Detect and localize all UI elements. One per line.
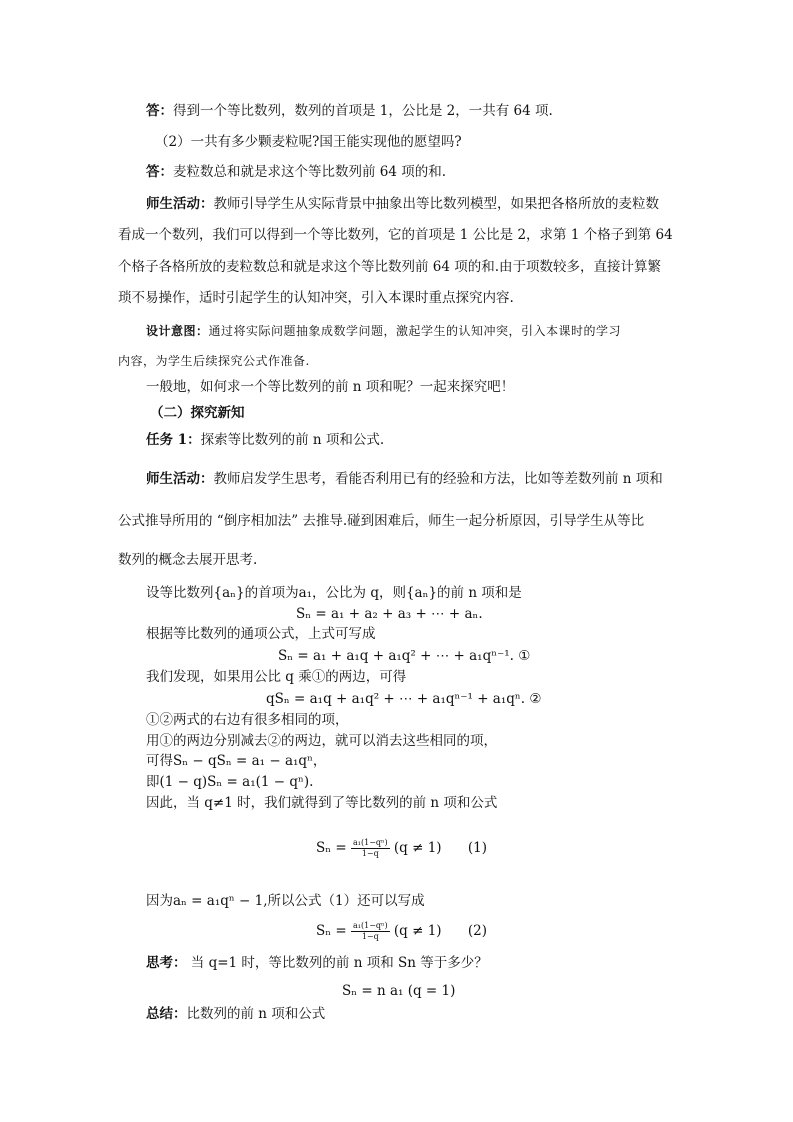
answer-2 — [146, 163, 446, 181]
summary-line — [146, 1005, 325, 1023]
sn-definition: Sₙ = a₁ + a₂ + a₃ + ⋯ + aₙ. — [296, 606, 483, 622]
think-line — [146, 954, 488, 972]
section-heading: （二）探究新知 — [150, 405, 245, 421]
general-question: 一般地，如何求一个等比数列的前 n 项和呢？一起来探究吧！ — [146, 379, 515, 395]
design-intent-line-2: 内容，为学生后续探究公式作准备. — [118, 354, 310, 368]
equation-1: Sₙ = a₁ + a₁q + a₁q² + ⋯ + a₁qⁿ⁻¹. ① — [278, 648, 531, 664]
question-2: （2）一共有多少颗麦粒呢?国王能实现他的愿望吗? — [155, 134, 462, 150]
formula-lhs: Sₙ = — [316, 923, 347, 939]
because-line: 因为aₙ = a₁qⁿ − 1,所以公式（1）还可以写成 — [146, 893, 425, 909]
formula-numerator: a₁(1−qⁿ) — [353, 838, 388, 847]
summary-text: 比数列的前 n 项和公式 — [186, 1006, 326, 1022]
equation-2: qSₙ = a₁q + a₁q² + ⋯ + a₁qⁿ⁻¹ + a₁qⁿ. ② — [266, 691, 542, 707]
formula-fraction — [351, 838, 390, 859]
result-line-2: 即(1 − q)Sₙ = a₁(1 − qⁿ). — [146, 774, 314, 790]
activity-1-line-4: 琐不易操作，适时引起学生的认知冲突，引入本课时重点探究内容. — [118, 290, 514, 306]
activity-1-line-3: 个格子各格所放的麦粒数总和就是求这个等比数列前 64 项的和.由于项数较多，直接计算繁 — [118, 259, 662, 275]
answer-label: 答： — [146, 164, 173, 180]
activity-text: 教师启发学生思考，看能否利用已有的经验和方法，比如等差数列前 n 项和 — [213, 471, 663, 487]
activity-label: 师生活动： — [146, 196, 214, 212]
task-1 — [146, 431, 384, 449]
activity-label: 师生活动： — [146, 471, 214, 487]
formula-condition: (q ≠ 1) — [393, 840, 442, 856]
answer-text: 得到一个等比数列，数列的首项是 1，公比是 2，一共有 64 项. — [173, 103, 553, 119]
formula-condition: (q ≠ 1) — [393, 923, 442, 939]
therefore-line: 因此，当 q≠1 时，我们就得到了等比数列的前 n 项和公式 — [146, 795, 498, 811]
design-intent-line-1 — [146, 322, 621, 340]
set-sequence: 设等比数列{aₙ}的首项为a₁，公比为 q，则{aₙ}的前 n 项和是 — [146, 585, 522, 601]
activity-2-line-2: 公式推导所用的 “倒序相加法” 去推导.碰到困难后，师生一起分析原因，引导学生从等比 — [118, 513, 645, 529]
answer-1 — [146, 102, 553, 120]
think-text: 当 q=1 时，等比数列的前 n 项和 Sn 等于多少？ — [186, 955, 488, 971]
formula-2 — [316, 921, 487, 942]
general-term-note: 根据等比数列的通项公式，上式可写成 — [146, 626, 376, 642]
activity-text: 教师引导学生从实际背景中抽象出等比数列模型，如果把各格所放的麦粒数 — [213, 196, 659, 212]
subtract-line: 用①的两边分别减去②的两边，就可以消去这些相同的项， — [146, 733, 497, 749]
task-text: 探索等比数列的前 n 项和公式. — [200, 432, 385, 448]
think-label: 思考： — [146, 955, 187, 971]
formula-tag: (1) — [467, 840, 487, 856]
design-label: 设计意图： — [146, 324, 209, 338]
sn-q-equals-1: Sₙ = n a₁ (q = 1) — [342, 983, 456, 999]
formula-denominator: 1−q — [361, 932, 379, 941]
answer-text: 麦粒数总和就是求这个等比数列前 64 项的和. — [173, 164, 447, 180]
answer-label: 答： — [146, 103, 173, 119]
activity-2-line-3: 数列的概念去展开思考. — [118, 552, 258, 568]
activity-1-line-2: 看成一个数列，我们可以得到一个等比数列，它的首项是 1 公比是 2，求第 1 个格子到第 64 — [118, 227, 673, 243]
formula-lhs: Sₙ = — [316, 840, 347, 856]
discover-line: 我们发现，如果用公比 q 乘①的两边，可得 — [146, 669, 407, 685]
formula-tag: (2) — [467, 923, 487, 939]
activity-1-line-1 — [146, 195, 659, 213]
formula-numerator: a₁(1−qⁿ) — [353, 921, 388, 930]
design-text: 通过将实际问题抽象成数学问题，激起学生的认知冲突，引入本课时的学习 — [208, 324, 622, 338]
result-line-1: 可得Sₙ − qSₙ = a₁ − a₁qⁿ， — [146, 753, 327, 769]
formula-fraction — [351, 921, 390, 942]
summary-label: 总结： — [146, 1006, 187, 1022]
formula-1 — [316, 838, 487, 859]
activity-2-line-1 — [146, 470, 663, 488]
same-terms-line: ①②两式的右边有很多相同的项， — [146, 712, 349, 728]
task-label: 任务 1： — [146, 432, 201, 448]
formula-denominator: 1−q — [361, 849, 379, 858]
